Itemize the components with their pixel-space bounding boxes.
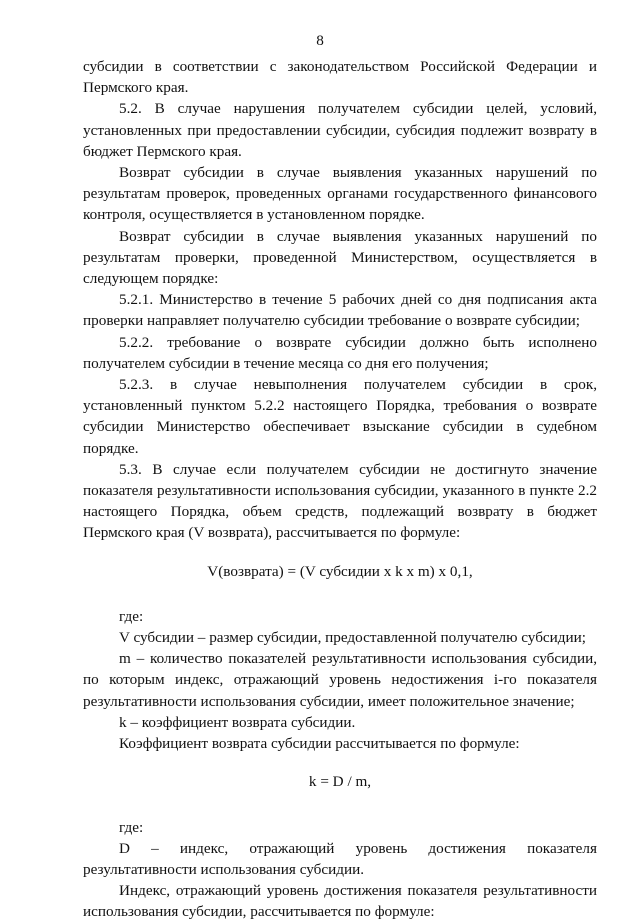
page-number: 8 <box>316 32 324 49</box>
formula-return-amount: V(возврата) = (V субсидии x k x m) x 0,1, <box>207 562 473 580</box>
paragraph-5-2: 5.2. В случае нарушения получателем субсидии целей, условий, установленных при предоставлении субсидии, субсидия подлежит возврату в бюджет Пермского края. <box>83 100 597 160</box>
index-intro: Индекс, отражающий уровень достижения показателя результативности использования субсидии, рассчитывается по формуле: <box>83 882 597 921</box>
where-label: где: <box>119 607 144 625</box>
coefficient-intro: Коэффициент возврата субсидии рассчитывается по формуле: <box>119 735 520 753</box>
paragraph-5-2-1: 5.2.1. Министерство в течение 5 рабочих дней со дня подписания акта проверки направляет получателю субсидии требование о возврате субсидии; <box>83 291 597 330</box>
definition-m: m – количество показателей результативности использования субсидии, по которым индекс, отражающий уровень недостижения i-го показателя результативности использования субсидии, имеет положительное значение; <box>83 650 597 710</box>
paragraph-5-2-2: 5.2.2. требование о возврате субсидии должно быть исполнено получателем субсидии в течение месяца со дня его получения; <box>83 333 597 372</box>
document-body <box>83 56 597 923</box>
paragraph-5-2-3: 5.2.3. в случае невыполнения получателем субсидии в срок, установленный пунктом 5.2.2 настоящего Порядка, требования о возврате субсидии Министерство обеспечивает взыскание субсидии в судебном порядке. <box>83 376 597 457</box>
paragraph-return-control: Возврат субсидии в случае выявления указанных нарушений по результатам проверок, проведенных органами государственного финансового контроля, осуществляется в установленном порядке. <box>83 164 597 224</box>
paragraph-continuation: субсидии в соответствии с законодательством Российской Федерации и Пермского края. <box>83 58 597 97</box>
paragraph-return-ministry: Возврат субсидии в случае выявления указанных нарушений по результатам проверки, проведенной Министерством, осуществляется в следующем порядке: <box>83 227 597 288</box>
paragraph-5-3: 5.3. В случае если получателем субсидии не достигнуто значение показателя результативности использования субсидии, указанного в пункте 2.2 настоящего Порядка, объем средств, подлежащий возврату в бюджет Пермского края (V возврата), рассчитывается по формуле: <box>83 460 597 542</box>
formula-coefficient: k = D / m, <box>308 773 372 791</box>
definition-d: D – индекс, отражающий уровень достижения показателя результативности использования субсидии. <box>83 839 597 878</box>
definition-k: k – коэффициент возврата субсидии. <box>119 713 356 731</box>
where-label: где: <box>119 818 144 836</box>
definition-v-subsidy: V субсидии – размер субсидии, предоставленной получателю субсидии; <box>119 629 586 647</box>
